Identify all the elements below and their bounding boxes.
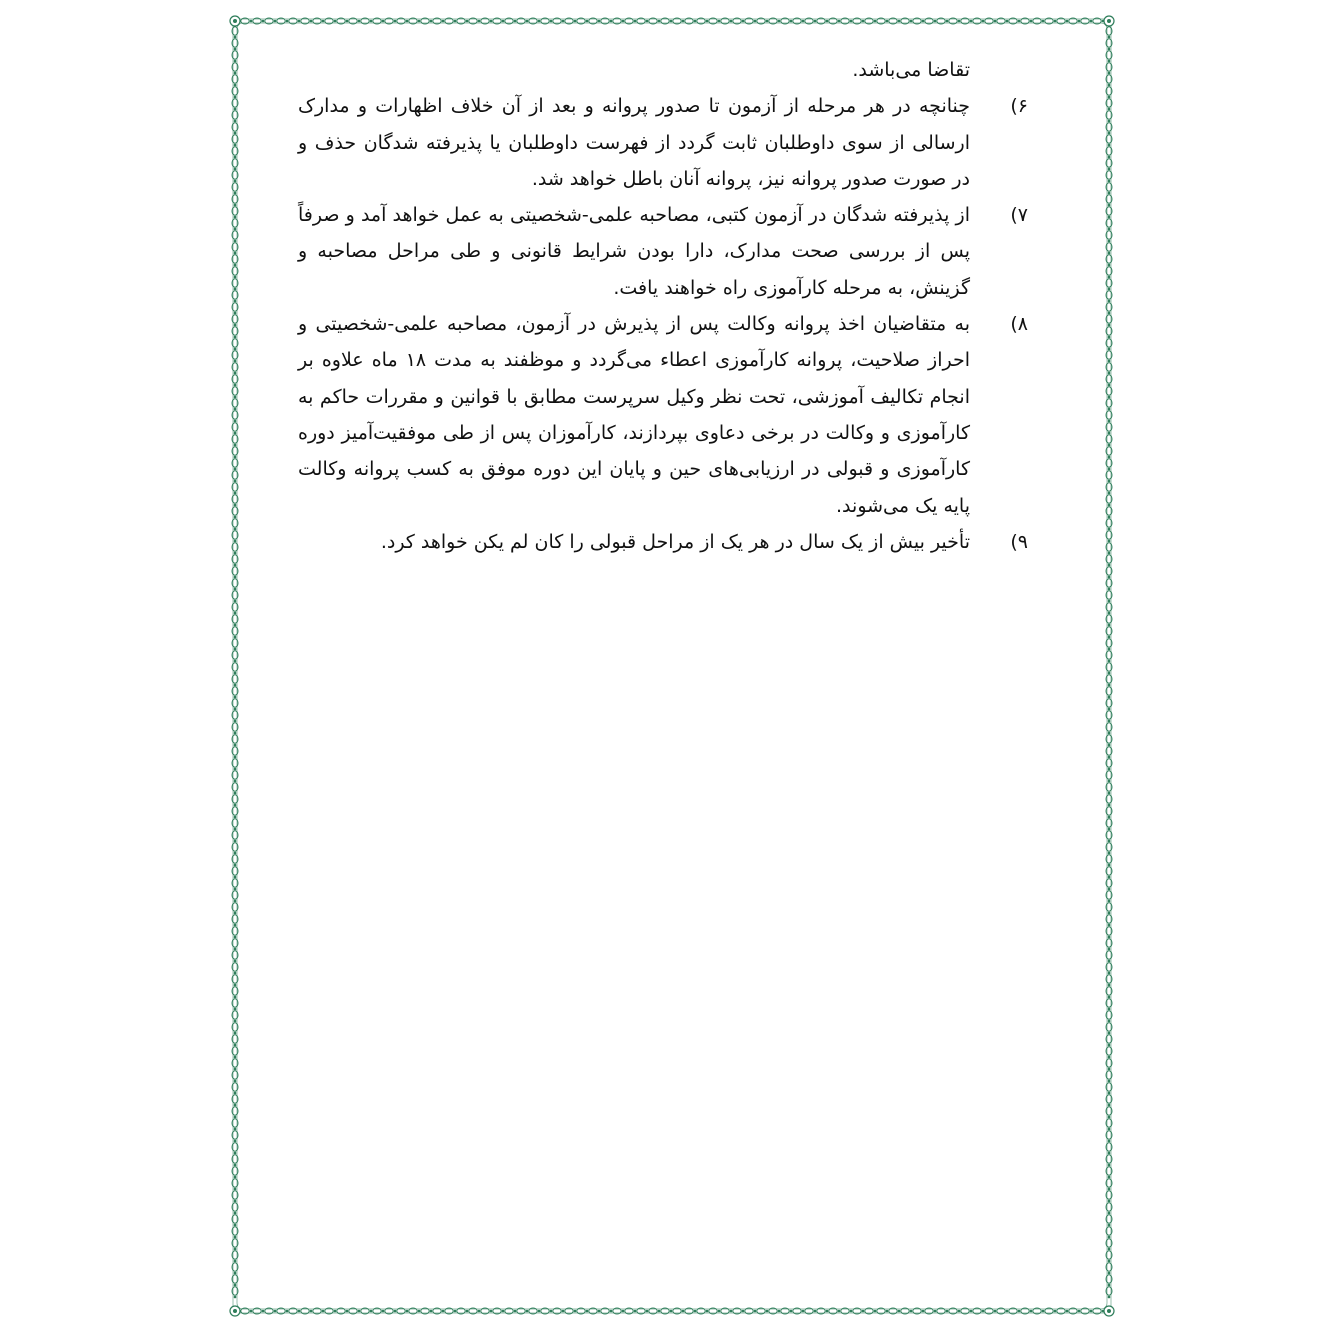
item-number: ۶) <box>1010 95 1028 118</box>
item-text: تأخیر بیش از یک سال در هر یک از مراحل قبولی را کان لم یکن خواهد کرد. <box>380 530 970 553</box>
item-number: ۷) <box>1010 204 1028 227</box>
list-item <box>298 88 1028 197</box>
list-item <box>298 197 1028 306</box>
item-text: چنانچه در هر مرحله از آزمون تا صدور پروانه و بعد از آن خلاف اظهارات و مدارک ارسالی از سوی داوطلبان ثابت گردد از فهرست داوطلبان یا پذیرفته شدگان حذف و در صورت صدور پروانه نیز، پروانه آنان باطل خواهد شد. <box>298 95 970 190</box>
item-text: از پذیرفته شدگان در آزمون کتبی، مصاحبه علمی-شخصیتی به عمل خواهد آمد و صرفاً پس از بررسی صحت مدارک، دارا بودن شرایط قانونی و طی مراحل مصاحبه و گزینش، به مرحله کارآموزی راه خواهند یافت. <box>298 204 970 299</box>
opening-line: تقاضا می‌باشد. <box>852 59 970 81</box>
list-item <box>298 306 1028 524</box>
document-body <box>298 52 1028 560</box>
item-number: ۸) <box>1010 313 1028 336</box>
item-text: به متقاضیان اخذ پروانه وکالت پس از پذیرش در آزمون، مصاحبه علمی-شخصیتی و احراز صلاحیت، پروانه کارآموزی اعطاء می‌گردد و موظفند به مدت ۱۸ ماه علاوه بر انجام تکالیف آموزشی، تحت نظر وکیل سرپرست مطابق با قوانین و مقررات حاکم به کارآموزی و وکالت در برخی دعاوی بپردازند، کارآموزان پس از طی موفقیت‌آمیز دوره کارآموزی و قبولی در ارزیابی‌های حین و پایان این دوره موفق به کسب پروانه وکالت پایه یک می‌شوند. <box>298 313 970 517</box>
item-number: ۹) <box>1010 530 1028 553</box>
list-item <box>298 524 1028 560</box>
